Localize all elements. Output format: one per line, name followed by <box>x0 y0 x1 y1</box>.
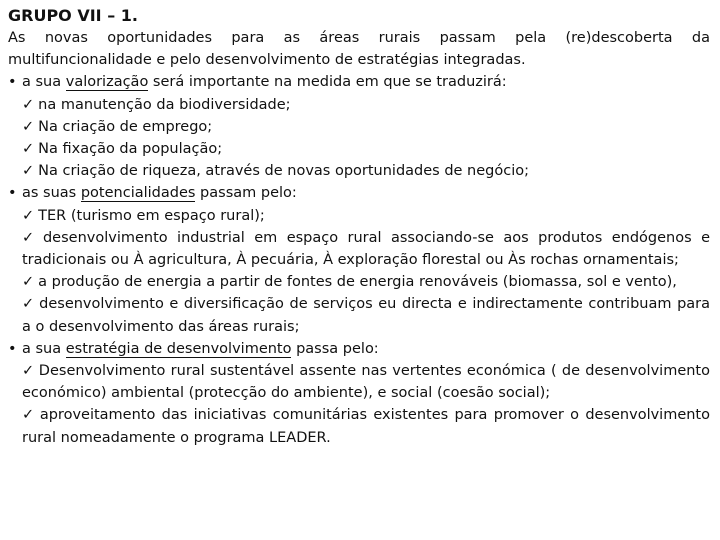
check-item <box>8 271 710 293</box>
check-item <box>8 205 710 227</box>
check-item-text: na manutenção da biodiversidade; <box>38 96 291 113</box>
slide-title: GRUPO VII – 1. <box>8 6 138 25</box>
bullet-dot: • <box>8 74 17 91</box>
check-item <box>8 160 710 182</box>
check-item <box>8 227 710 271</box>
check-icon: ✓ <box>22 296 36 313</box>
check-icon: ✓ <box>22 363 35 380</box>
check-item-text: aproveitamento das iniciativas comunitárias existentes para promover o desenvolvimento rural nomeadamente o programa LEADER. <box>22 407 710 446</box>
check-icon: ✓ <box>22 96 35 113</box>
check-icon: ✓ <box>22 274 35 291</box>
check-item <box>8 360 710 404</box>
underlined-keyword: potencialidades <box>80 185 196 202</box>
bullet-dot: • <box>8 340 17 357</box>
check-item <box>8 94 710 116</box>
check-item-text: Desenvolvimento rural sustentável assente nas vertentes económica ( de desenvolvimento económico) ambiental (protecção do ambiente), e social (coesão social); <box>22 363 710 402</box>
check-item-text: a produção de energia a partir de fontes de energia renováveis (biomassa, sol e vento), <box>38 274 677 291</box>
check-icon: ✓ <box>22 118 35 135</box>
bullet-suffix: será importante na medida em que se traduzirá: <box>148 74 507 91</box>
bullet-prefix: a sua <box>22 340 66 357</box>
check-item-text: desenvolvimento industrial em espaço rural associando-se aos produtos endógenos e tradicionais ou À agricultura, À pecuária, À exploração florestal ou Às rochas ornamentais; <box>22 229 710 269</box>
check-item-text: Na fixação da população; <box>38 141 223 158</box>
bullet-valorizacao <box>8 71 710 93</box>
intro-paragraph: As novas oportunidades para as áreas rurais passam pela (re)descoberta da multifuncionalidade e pelo desenvolvimento de estratégias integradas. <box>8 30 710 69</box>
bullet-suffix: passam pelo: <box>195 185 297 202</box>
check-item-text: TER (turismo em espaço rural); <box>38 207 265 224</box>
bullet-suffix: passa pelo: <box>291 340 379 357</box>
check-icon: ✓ <box>22 163 35 180</box>
check-icon: ✓ <box>22 207 35 224</box>
check-item <box>8 138 710 160</box>
bullet-prefix: as suas <box>22 185 81 202</box>
check-icon: ✓ <box>22 407 36 424</box>
check-item-text: Na criação de emprego; <box>38 118 213 135</box>
check-item <box>8 404 710 448</box>
check-item <box>8 293 710 337</box>
check-item <box>8 116 710 138</box>
check-icon: ✓ <box>22 141 35 158</box>
bullet-potencialidades <box>8 182 710 204</box>
bullet-estrategia <box>8 338 710 360</box>
check-item-text: Na criação de riqueza, através de novas oportunidades de negócio; <box>38 163 530 180</box>
check-icon: ✓ <box>22 229 39 246</box>
underlined-keyword: estratégia de desenvolvimento <box>65 340 292 357</box>
underlined-keyword: valorização <box>65 74 149 91</box>
slide-content <box>8 27 710 449</box>
bullet-dot: • <box>8 185 17 202</box>
bullet-prefix: a sua <box>22 74 66 91</box>
check-item-text: desenvolvimento e diversificação de serviços eu directa e indirectamente contribuam para a o desenvolvimento das áreas rurais; <box>22 296 711 335</box>
